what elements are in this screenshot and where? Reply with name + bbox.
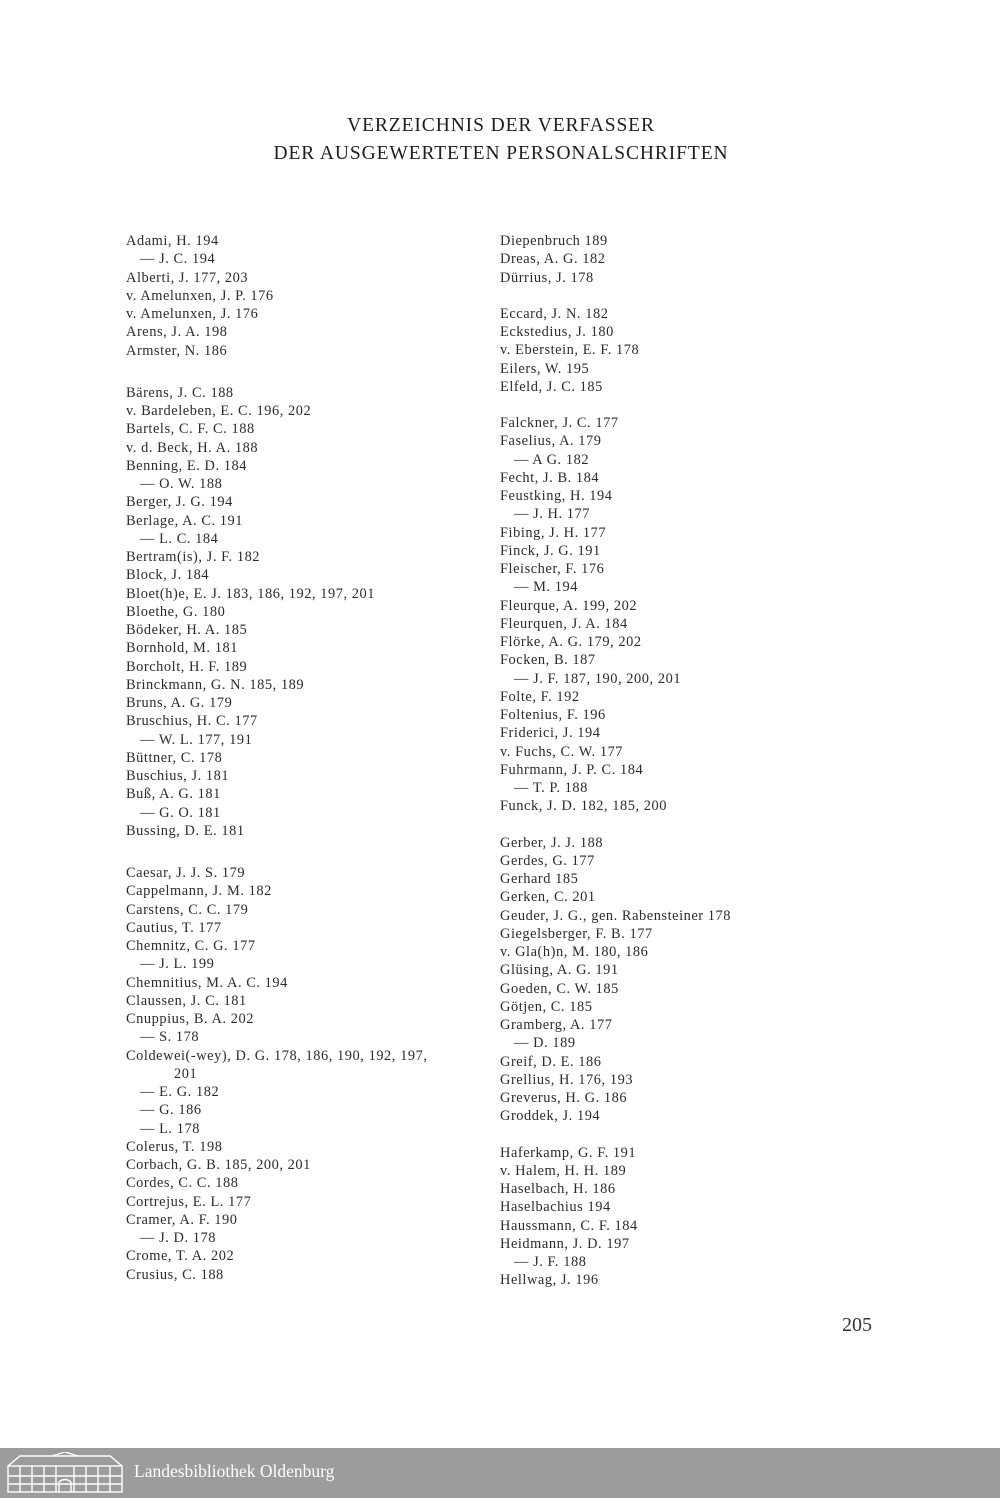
- index-subentry: — G. O. 181: [140, 804, 221, 821]
- index-entry: Bertram(is), J. F. 182: [126, 549, 261, 565]
- index-entry: Coldewei(-wey), D. G. 178, 186, 190, 192, 197,: [126, 1047, 428, 1064]
- index-subentry: — J. D. 178: [140, 1230, 217, 1246]
- index-entry: Büttner, C. 178: [126, 749, 223, 766]
- title-line-1: VERZEICHNIS DER VERFASSER: [347, 115, 655, 136]
- index-subentry: — M. 194: [514, 579, 578, 596]
- index-entry: Bartels, C. F. C. 188: [126, 421, 255, 438]
- index-entry: Elfeld, J. C. 185: [500, 378, 603, 395]
- footer-bar: [0, 1448, 1000, 1498]
- index-entry: Cautius, T. 177: [126, 919, 222, 936]
- index-entry: Fleischer, F. 176: [500, 561, 605, 577]
- index-entry: Haselbachius 194: [500, 1199, 611, 1216]
- index-entry: Greverus, H. G. 186: [500, 1090, 628, 1106]
- index-subentry: — O. W. 188: [140, 476, 223, 492]
- index-subentry: — J. H. 177: [514, 506, 591, 523]
- index-entry: Bruns, A. G. 179: [126, 695, 233, 711]
- index-entry: Groddek, J. 194: [500, 1108, 601, 1125]
- section-spacer: [500, 287, 800, 305]
- index-entry: Fleurquen, J. A. 184: [500, 615, 628, 632]
- section-spacer: [500, 396, 800, 414]
- index-entry: Eccard, J. N. 182: [500, 305, 609, 322]
- index-entry: Buß, A. G. 181: [126, 786, 221, 803]
- index-entry: Carstens, C. C. 179: [126, 901, 249, 918]
- index-subentry: — D. 189: [514, 1035, 576, 1052]
- index-entry: Hellwag, J. 196: [500, 1272, 599, 1289]
- index-entry: Claussen, J. C. 181: [126, 992, 247, 1009]
- left-index-column: [126, 232, 496, 1284]
- index-subentry: — J. L. 199: [140, 956, 215, 973]
- index-entry: Bruschius, H. C. 177: [126, 713, 258, 730]
- index-entry: v. Halem, H. H. 189: [500, 1162, 627, 1179]
- index-entry: v. Amelunxen, J. P. 176: [126, 287, 274, 304]
- index-entry: Chemnitius, M. A. C. 194: [126, 974, 288, 991]
- index-entry: Block, J. 184: [126, 567, 210, 584]
- index-entry: Foltenius, F. 196: [500, 707, 606, 723]
- index-entry: Bödeker, H. A. 185: [126, 622, 248, 638]
- index-subentry: — W. L. 177, 191: [140, 731, 253, 748]
- index-entry: Haussmann, C. F. 184: [500, 1217, 638, 1234]
- index-entry: Cordes, C. C. 188: [126, 1175, 239, 1192]
- footer-library-name: Landesbibliothek Oldenburg: [134, 1461, 335, 1481]
- index-entry: Eckstedius, J. 180: [500, 324, 614, 340]
- index-entry: Dreas, A. G. 182: [500, 251, 606, 268]
- index-entry: Brinckmann, G. N. 185, 189: [126, 676, 305, 693]
- index-entry: Faselius, A. 179: [500, 433, 602, 450]
- index-subentry: — L. 178: [140, 1120, 200, 1137]
- index-entry: v. d. Beck, H. A. 188: [126, 439, 259, 456]
- index-entry: Falckner, J. C. 177: [500, 415, 619, 431]
- index-entry: Arens, J. A. 198: [126, 324, 228, 341]
- index-entry: Bornhold, M. 181: [126, 640, 238, 657]
- index-entry: Folte, F. 192: [500, 688, 580, 705]
- index-entry: Haselbach, H. 186: [500, 1181, 616, 1197]
- index-entry: Bärens, J. C. 188: [126, 384, 234, 401]
- index-entry: Crusius, C. 188: [126, 1266, 224, 1283]
- section-spacer: [126, 840, 496, 864]
- index-entry: Grellius, H. 176, 193: [500, 1071, 634, 1088]
- index-entry: v. Eberstein, E. F. 178: [500, 342, 640, 359]
- index-entry: Haferkamp, G. F. 191: [500, 1144, 637, 1161]
- section-spacer: [500, 1126, 800, 1144]
- index-entry: v. Bardeleben, E. C. 196, 202: [126, 403, 312, 419]
- index-entry: Colerus, T. 198: [126, 1138, 223, 1155]
- index-entry: Gramberg, A. 177: [500, 1017, 613, 1033]
- index-entry: Buschius, J. 181: [126, 768, 230, 784]
- index-subentry: — J. F. 187, 190, 200, 201: [514, 670, 682, 687]
- index-entry: Eilers, W. 195: [500, 360, 590, 377]
- index-subentry: — L. C. 184: [140, 530, 219, 547]
- index-entry: Cortrejus, E. L. 177: [126, 1193, 252, 1210]
- index-subentry: — G. 186: [140, 1102, 202, 1119]
- index-entry: Adami, H. 194: [126, 233, 219, 249]
- index-entry: Benning, E. D. 184: [126, 457, 248, 474]
- index-entry: Gerhard 185: [500, 871, 579, 887]
- index-entry: Alberti, J. 177, 203: [126, 269, 249, 286]
- index-entry: Greif, D. E. 186: [500, 1053, 602, 1070]
- index-entry: Corbach, G. B. 185, 200, 201: [126, 1157, 311, 1173]
- index-entry: Feustking, H. 194: [500, 488, 613, 504]
- index-entry: Diepenbruch 189: [500, 233, 608, 249]
- index-entry: Heidmann, J. D. 197: [500, 1235, 630, 1252]
- index-entry: Bloethe, G. 180: [126, 603, 226, 620]
- index-entry: Berger, J. G. 194: [126, 494, 233, 511]
- library-building-icon: [6, 1452, 124, 1494]
- index-entry: Giegelsberger, F. B. 177: [500, 925, 653, 942]
- index-entry: Cnuppius, B. A. 202: [126, 1011, 254, 1027]
- index-entry: Fleurque, A. 199, 202: [500, 597, 638, 614]
- index-title: [0, 112, 1000, 168]
- index-entry: v. Amelunxen, J. 176: [126, 306, 259, 322]
- index-entry: Caesar, J. J. S. 179: [126, 865, 246, 881]
- index-entry: Gerken, C. 201: [500, 889, 596, 906]
- index-entry: v. Gla(h)n, M. 180, 186: [500, 944, 649, 960]
- index-entry: Gerber, J. J. 188: [500, 834, 604, 851]
- index-entry: Armster, N. 186: [126, 342, 228, 359]
- index-entry: Cramer, A. F. 190: [126, 1211, 238, 1228]
- index-entry: Bloet(h)e, E. J. 183, 186, 192, 197, 201: [126, 585, 376, 602]
- section-spacer: [500, 816, 800, 834]
- index-subentry: — E. G. 182: [140, 1084, 220, 1100]
- index-entry-continuation: 201: [174, 1065, 198, 1082]
- index-entry: Cappelmann, J. M. 182: [126, 883, 272, 900]
- index-entry: Berlage, A. C. 191: [126, 512, 244, 529]
- index-entry: Friderici, J. 194: [500, 725, 601, 742]
- index-entry: Geuder, J. G., gen. Rabensteiner 178: [500, 907, 732, 924]
- index-entry: Gerdes, G. 177: [500, 852, 595, 869]
- index-entry: Fuhrmann, J. P. C. 184: [500, 761, 644, 778]
- index-entry: Chemnitz, C. G. 177: [126, 938, 256, 954]
- index-entry: Fecht, J. B. 184: [500, 469, 600, 486]
- index-entry: Focken, B. 187: [500, 652, 596, 669]
- page-number: 205: [842, 1314, 872, 1336]
- index-entry: Dürrius, J. 178: [500, 269, 594, 286]
- index-subentry: — J. C. 194: [140, 251, 216, 268]
- section-spacer: [126, 360, 496, 384]
- index-entry: Finck, J. G. 191: [500, 542, 601, 559]
- index-entry: Flörke, A. G. 179, 202: [500, 634, 642, 650]
- title-line-2: DER AUSGEWERTETEN PERSONALSCHRIFTEN: [273, 143, 729, 164]
- index-entry: Götjen, C. 185: [500, 998, 593, 1015]
- index-subentry: — S. 178: [140, 1029, 200, 1046]
- right-index-column: [500, 232, 800, 1290]
- index-entry: Glüsing, A. G. 191: [500, 962, 619, 979]
- index-entry: v. Fuchs, C. W. 177: [500, 743, 624, 760]
- index-entry: Crome, T. A. 202: [126, 1248, 235, 1265]
- index-subentry: — T. P. 188: [514, 780, 588, 796]
- index-entry: Bussing, D. E. 181: [126, 822, 245, 839]
- index-entry: Fibing, J. H. 177: [500, 524, 607, 541]
- index-subentry: — J. F. 188: [514, 1254, 587, 1270]
- index-entry: Funck, J. D. 182, 185, 200: [500, 798, 668, 815]
- index-subentry: — A G. 182: [514, 451, 590, 468]
- index-entry: Borcholt, H. F. 189: [126, 658, 248, 675]
- index-entry: Goeden, C. W. 185: [500, 980, 619, 997]
